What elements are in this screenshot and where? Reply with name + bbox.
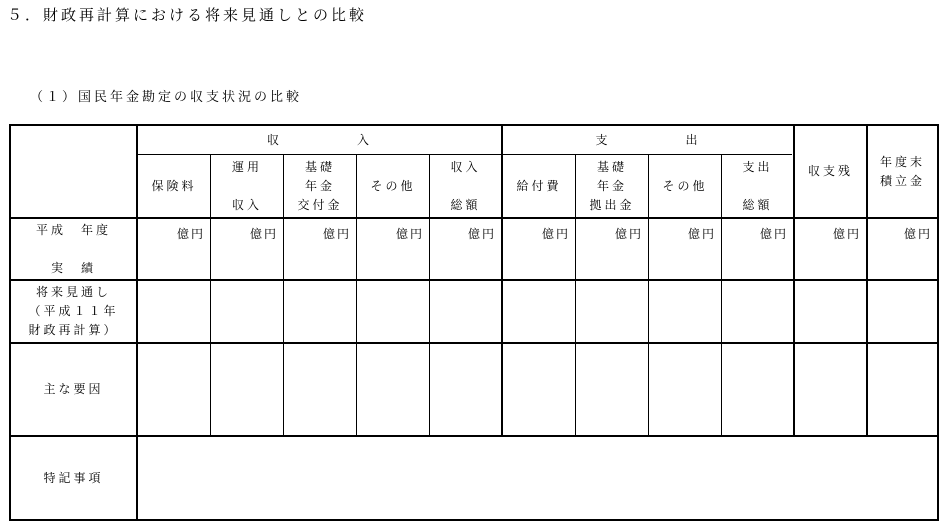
unit-label: 億円 bbox=[249, 227, 278, 241]
table-line-row1 bbox=[9, 279, 939, 281]
row-label-actual: 平成 年度 実 績 bbox=[35, 222, 111, 275]
unit-label: 億円 bbox=[467, 227, 496, 241]
table-line-header-bottom bbox=[9, 217, 939, 219]
header-balance: 収支残 bbox=[807, 164, 853, 178]
header-revenue: 収 入 bbox=[266, 132, 372, 147]
unit-label: 億円 bbox=[541, 227, 570, 241]
table-border-bottom bbox=[9, 519, 939, 521]
row-label-main-factors: 主な要因 bbox=[43, 382, 104, 396]
section-subtitle: （１）国民年金勘定の収支状況の比較 bbox=[30, 90, 303, 105]
header-other-expenditure: その他 bbox=[662, 178, 708, 193]
unit-label: 億円 bbox=[903, 227, 932, 241]
table-line-row2 bbox=[9, 342, 939, 344]
header-other-revenue: その他 bbox=[370, 178, 416, 193]
row-label-projection: 将来見通し （平成１１年 財政再計算） bbox=[28, 285, 119, 337]
unit-label: 億円 bbox=[395, 227, 424, 241]
header-premium: 保険料 bbox=[151, 178, 197, 193]
table-border-right bbox=[937, 124, 939, 521]
table-line-row3 bbox=[9, 435, 939, 437]
header-expenditure: 支 出 bbox=[595, 132, 701, 147]
unit-label: 億円 bbox=[176, 227, 205, 241]
comparison-table bbox=[9, 124, 939, 521]
header-total-revenue: 収入 総額 bbox=[450, 159, 481, 212]
unit-label: 億円 bbox=[322, 227, 351, 241]
header-benefits: 給付費 bbox=[516, 178, 562, 193]
unit-label: 億円 bbox=[832, 227, 861, 241]
header-basic-pension-contribution: 基礎 年金 拠出金 bbox=[589, 159, 635, 212]
row-label-notes: 特記事項 bbox=[43, 470, 104, 485]
unit-label: 億円 bbox=[614, 227, 643, 241]
unit-label: 億円 bbox=[687, 227, 716, 241]
header-investment-income: 運用 収入 bbox=[231, 159, 262, 212]
header-basic-pension-grant: 基礎 年金 交付金 bbox=[297, 159, 343, 212]
unit-label: 億円 bbox=[759, 227, 788, 241]
header-total-expenditure: 支出 総額 bbox=[742, 159, 773, 212]
header-year-end-reserve: 年度末 積立金 bbox=[879, 154, 925, 188]
document-title: ５．財政再計算における将来見通しとの比較 bbox=[7, 6, 368, 24]
